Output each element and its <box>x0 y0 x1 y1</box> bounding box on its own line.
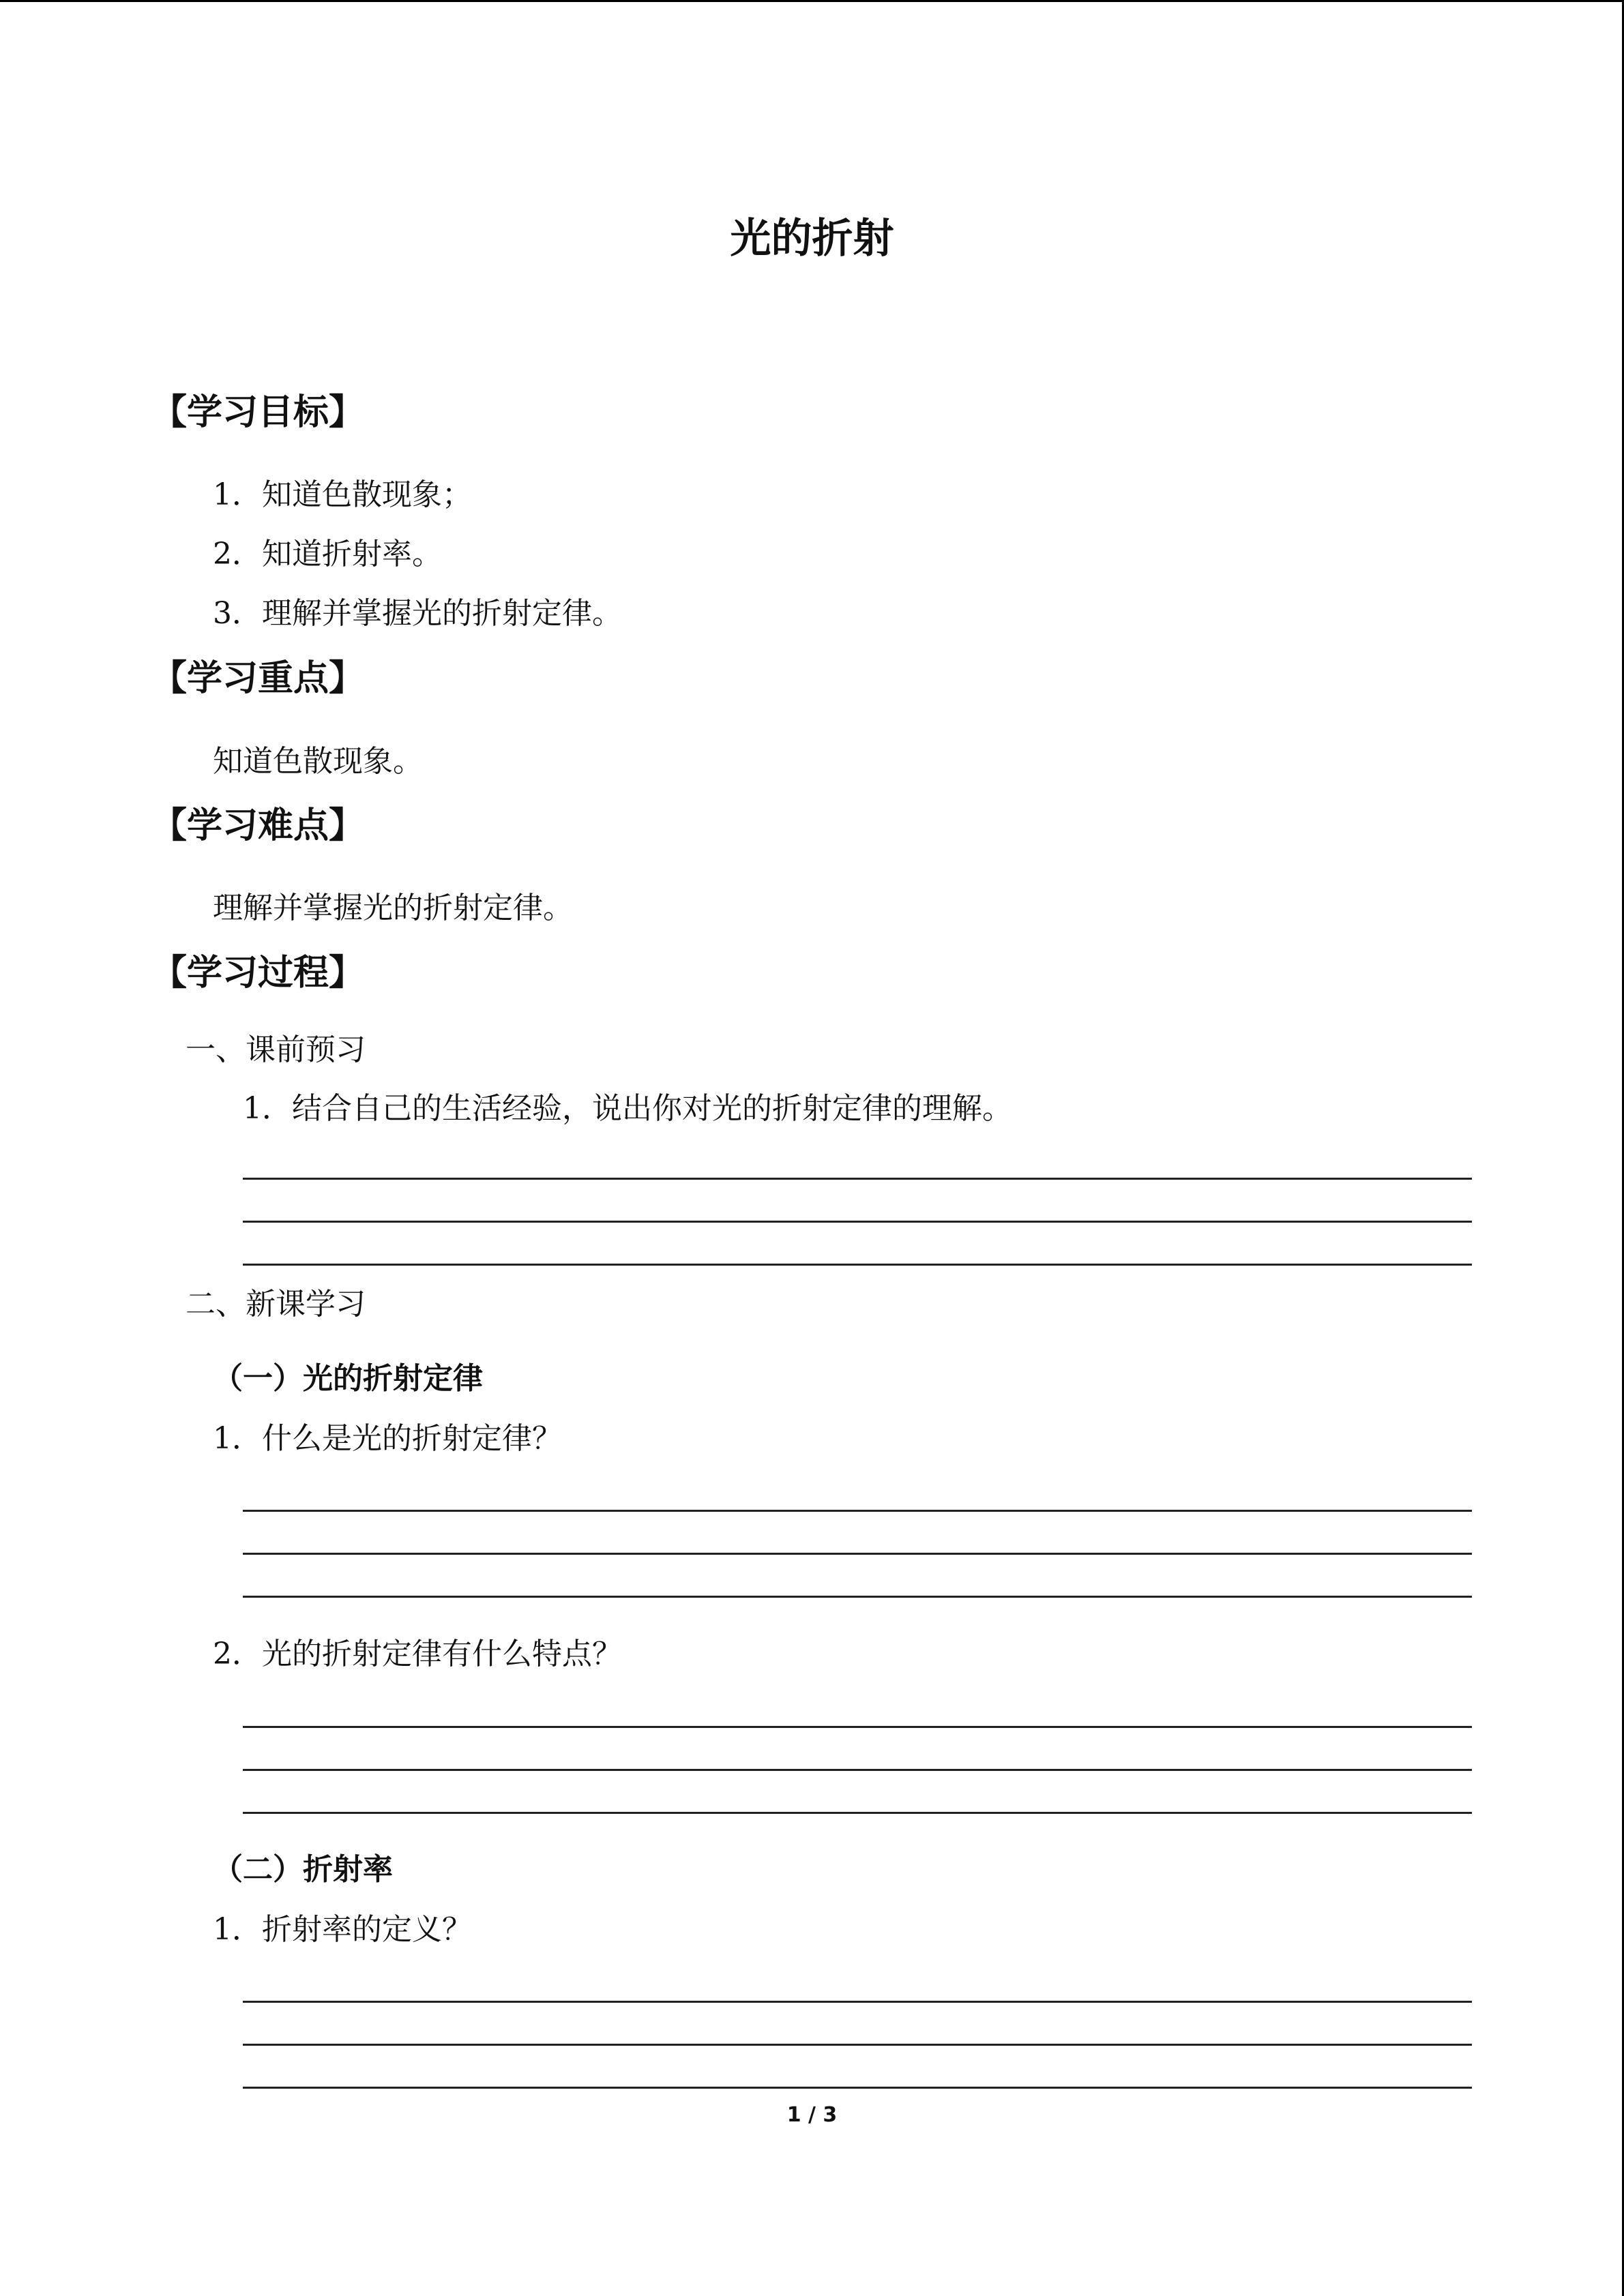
page-top-border <box>0 0 1624 2</box>
key-points-heading: 【学习重点】 <box>151 658 365 699</box>
page-number: 1 / 3 <box>786 2103 838 2127</box>
preview-question-1: 1．结合自己的生活经验，说出你对光的折射定律的理解。 <box>243 1091 1012 1126</box>
answer-line <box>243 1510 1472 1512</box>
objective-item-1: 1．知道色散现象； <box>213 477 472 512</box>
document-title: 光的折射 <box>730 215 894 263</box>
objectives-heading: 【学习目标】 <box>151 392 365 433</box>
answer-line <box>243 1264 1472 1266</box>
objective-item-3: 3．理解并掌握光的折射定律。 <box>213 596 622 631</box>
difficulties-heading: 【学习难点】 <box>151 805 365 846</box>
answer-line <box>243 1178 1472 1180</box>
part2-question-1: 1．折射率的定义？ <box>213 1912 472 1947</box>
answer-line <box>243 1596 1472 1598</box>
answer-line <box>243 1221 1472 1223</box>
answer-line <box>243 1812 1472 1814</box>
answer-line <box>243 1726 1472 1728</box>
preview-label: 一、课前预习 <box>186 1032 366 1067</box>
part1-question-2: 2．光的折射定律有什么特点？ <box>213 1637 622 1671</box>
difficulties-text: 理解并掌握光的折射定律。 <box>213 891 573 925</box>
part1-question-1: 1．什么是光的折射定律？ <box>213 1421 562 1456</box>
process-heading: 【学习过程】 <box>151 953 365 994</box>
new-lesson-label: 二、新课学习 <box>186 1287 366 1322</box>
part2-heading: （二）折射率 <box>213 1852 393 1887</box>
answer-line <box>243 2001 1472 2003</box>
part1-heading: （一）光的折射定律 <box>213 1361 483 1396</box>
objective-item-2: 2．知道折射率。 <box>213 537 442 571</box>
key-points-text: 知道色散现象。 <box>213 744 423 779</box>
answer-line <box>243 1769 1472 1771</box>
answer-line <box>243 2044 1472 2046</box>
answer-line <box>243 1553 1472 1555</box>
answer-line <box>243 2087 1472 2089</box>
